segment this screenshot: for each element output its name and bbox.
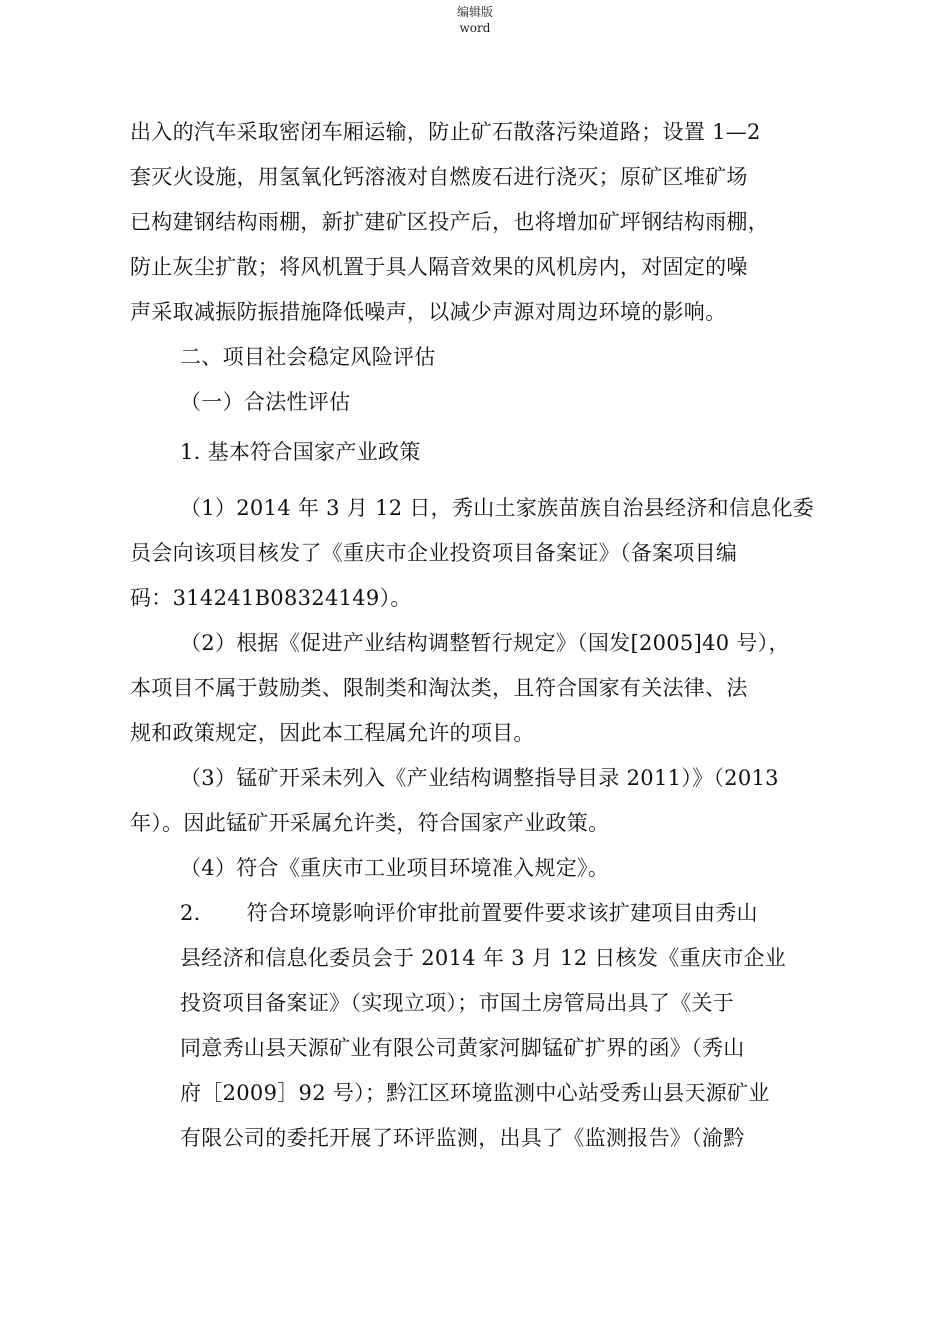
item-paragraph-line: 投资项目备案证》（实现立项）；市国土房管局出具了《关于 xyxy=(180,991,735,1015)
paragraph-line: 本项目不属于鼓励类、限制类和淘汰类，且符合国家有关法律、法 xyxy=(130,676,748,700)
item-paragraph-line: 同意秀山县天源矿业有限公司黄家河脚锰矿扩界的函》（秀山 xyxy=(180,1036,745,1060)
item-paragraph-line: 有限公司的委托开展了环评监测，出具了《监测报告》（渝黔 xyxy=(180,1126,745,1150)
paragraph-line: 已构建钢结构雨棚，新扩建矿区投产后，也将增加矿坪钢结构雨棚， xyxy=(130,210,769,234)
item-paragraph-line: 府［2009］92 号）；黔江区环境监测中心站受秀山县天源矿业 xyxy=(180,1081,770,1105)
header-format-label: word xyxy=(459,21,491,35)
item-number: 2. xyxy=(180,901,201,925)
subsection-heading: （一）合法性评估 xyxy=(180,390,351,414)
section-heading: 二、项目社会稳定风险评估 xyxy=(180,345,436,369)
paragraph-line: （1）2014 年 3 月 12 日，秀山土家族苗族自治县经济和信息化委 xyxy=(180,496,815,520)
paragraph-line: 规和政策规定，因此本工程属允许的项目。 xyxy=(130,721,535,745)
item-heading: 1. 基本符合国家产业政策 xyxy=(180,440,421,464)
paragraph-line: 声采取减振防振措施降低噪声，以减少声源对周边环境的影响。 xyxy=(130,300,727,324)
paragraph-line: 年）。因此锰矿开采属允许类，符合国家产业政策。 xyxy=(130,811,610,835)
header-edition-label: 编辑版 xyxy=(456,5,493,19)
item-text: 符合环境影响评价审批前置要件要求该扩建项目由秀山 xyxy=(246,901,758,925)
page-header xyxy=(0,4,950,36)
item-paragraph-line xyxy=(180,898,758,928)
paragraph-line: （3）锰矿开采未列入《产业结构调整指导目录 2011）》（2013 xyxy=(180,766,779,790)
paragraph-line: 码：314241B08324149）。 xyxy=(130,586,412,610)
paragraph-line: （2）根据《促进产业结构调整暂行规定》（国发[2005]40 号）， xyxy=(180,631,790,655)
paragraph-line: 防止灰尘扩散；将风机置于具人隔音效果的风机房内，对固定的噪 xyxy=(130,255,748,279)
item-paragraph-line: 县经济和信息化委员会于 2014 年 3 月 12 日核发《重庆市企业 xyxy=(180,946,787,970)
paragraph-line: 出入的汽车采取密闭车厢运输，防止矿石散落污染道路；设置 1—2 xyxy=(130,120,761,144)
paragraph-line: 套灭火设施，用氢氧化钙溶液对自燃废石进行浇灭；原矿区堆矿场 xyxy=(130,165,748,189)
paragraph-line: 员会向该项目核发了《重庆市企业投资项目备案证》（备案项目编 xyxy=(130,541,738,565)
paragraph-line: （4）符合《重庆市工业项目环境准入规定》。 xyxy=(180,856,610,880)
